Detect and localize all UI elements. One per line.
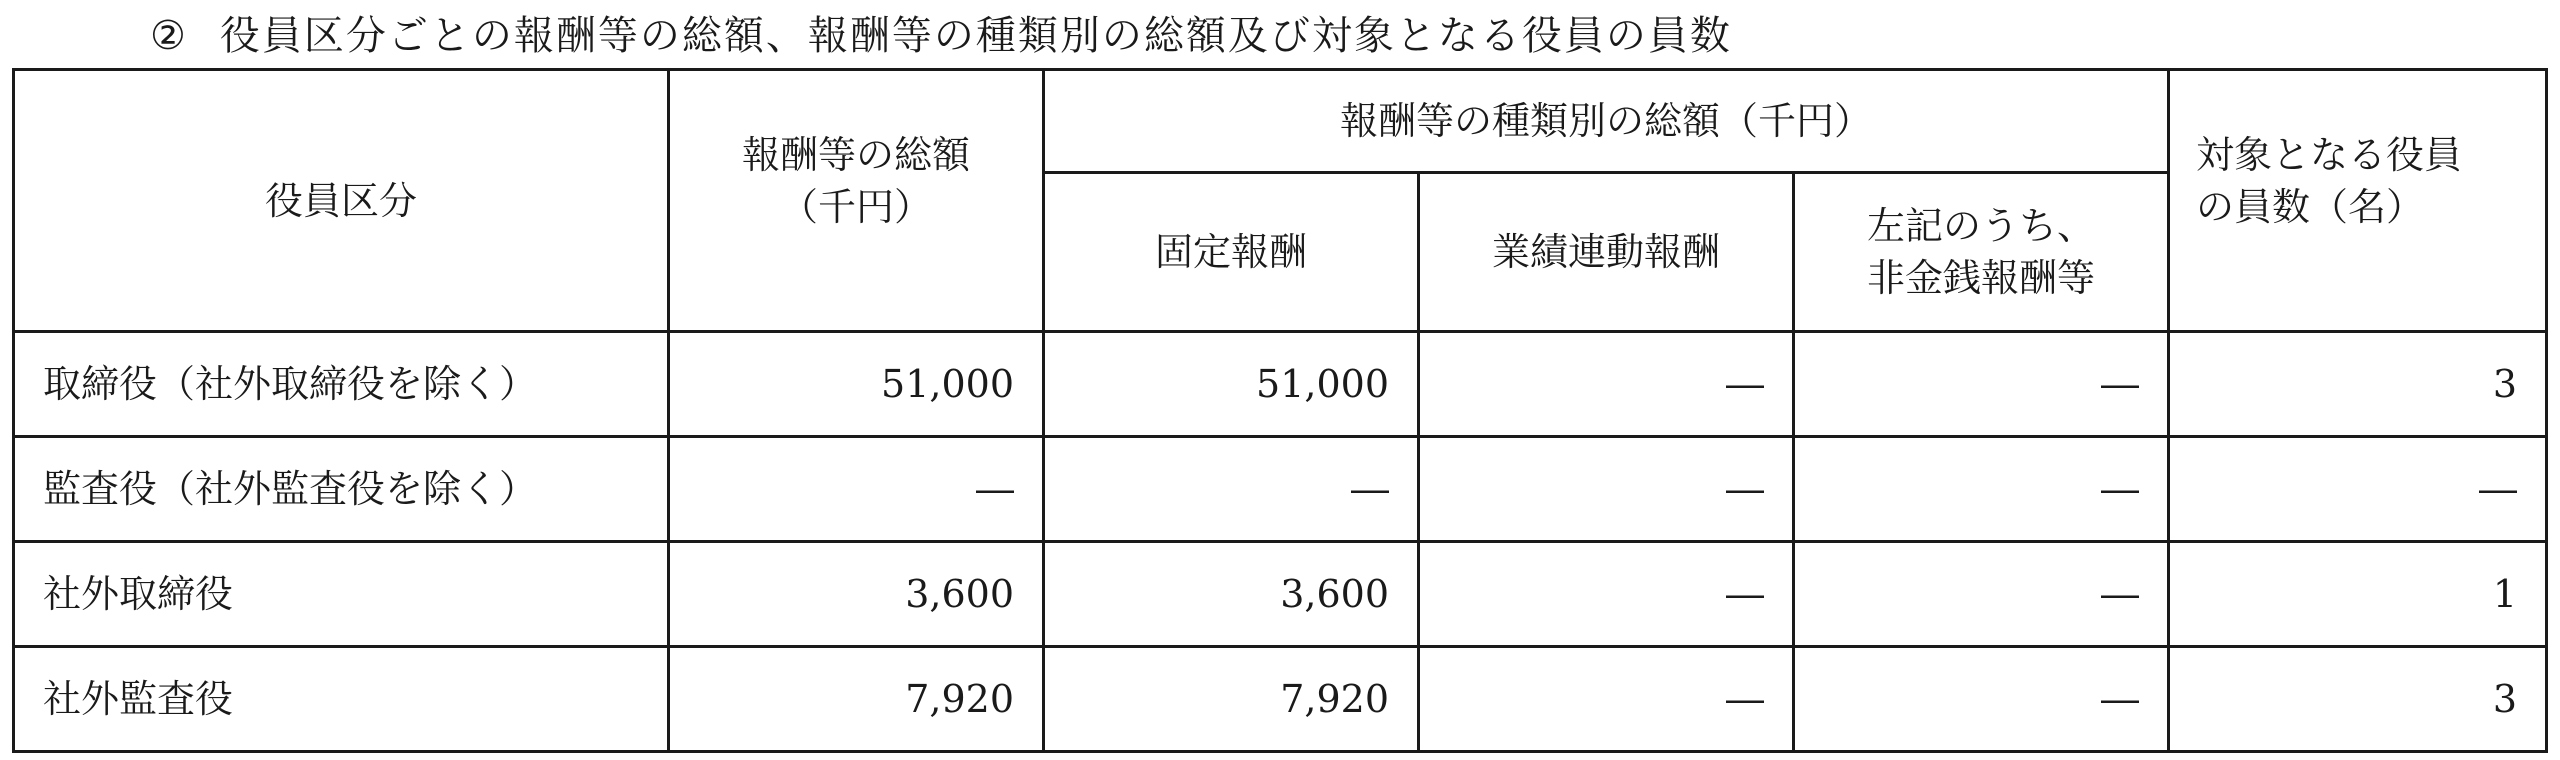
table-row [14, 332, 2547, 437]
header-category [14, 70, 669, 332]
row-count: 3 [2169, 647, 2547, 752]
row-count: ― [2169, 437, 2547, 542]
row-category: 監査役（社外監査役を除く） [14, 437, 669, 542]
heading-number: ② [150, 13, 188, 59]
header-count-line2: の員数（名） [2196, 184, 2425, 229]
header-total-line1: 報酬等の総額 [741, 132, 970, 177]
row-count: 1 [2169, 542, 2547, 647]
row-category: 社外監査役 [14, 647, 669, 752]
compensation-table [12, 68, 2548, 753]
header-performance-label: 業績連動報酬 [1491, 230, 1720, 274]
header-nonmonetary-line1: 左記のうち、 [1867, 204, 2096, 248]
header-total-line2: （千円） [779, 184, 932, 229]
header-performance [1419, 173, 1794, 332]
header-by-type [1044, 70, 2169, 173]
table-row [14, 647, 2547, 752]
row-performance: ― [1419, 542, 1794, 647]
header-total [669, 70, 1044, 332]
table-row [14, 542, 2547, 647]
row-total: ― [669, 437, 1044, 542]
header-fixed-label: 固定報酬 [1154, 230, 1307, 274]
header-count [2169, 70, 2547, 332]
header-row-1 [14, 70, 2547, 173]
row-fixed: ― [1044, 437, 1419, 542]
row-fixed: 7,920 [1044, 647, 1419, 752]
header-fixed [1044, 173, 1419, 332]
row-total: 3,600 [669, 542, 1044, 647]
row-nonmonetary: ― [1794, 542, 2169, 647]
header-nonmonetary-line2: 非金銭報酬等 [1867, 256, 2096, 300]
row-performance: ― [1419, 332, 1794, 437]
row-total: 51,000 [669, 332, 1044, 437]
header-nonmonetary [1794, 173, 2169, 332]
row-nonmonetary: ― [1794, 437, 2169, 542]
row-fixed: 51,000 [1044, 332, 1419, 437]
row-nonmonetary: ― [1794, 647, 2169, 752]
header-category-label: 役員区分 [264, 178, 417, 223]
row-category: 取締役（社外取締役を除く） [14, 332, 669, 437]
row-category: 社外取締役 [14, 542, 669, 647]
row-performance: ― [1419, 437, 1794, 542]
section-heading [150, 6, 1732, 66]
heading-text: 役員区分ごとの報酬等の総額、報酬等の種類別の総額及び対象となる役員の員数 [219, 13, 1732, 59]
header-by-type-label: 報酬等の種類別の総額（千円） [1340, 99, 1873, 143]
table-row [14, 437, 2547, 542]
row-performance: ― [1419, 647, 1794, 752]
header-count-line1: 対象となる役員 [2196, 132, 2463, 177]
row-count: 3 [2169, 332, 2547, 437]
row-nonmonetary: ― [1794, 332, 2169, 437]
row-total: 7,920 [669, 647, 1044, 752]
row-fixed: 3,600 [1044, 542, 1419, 647]
